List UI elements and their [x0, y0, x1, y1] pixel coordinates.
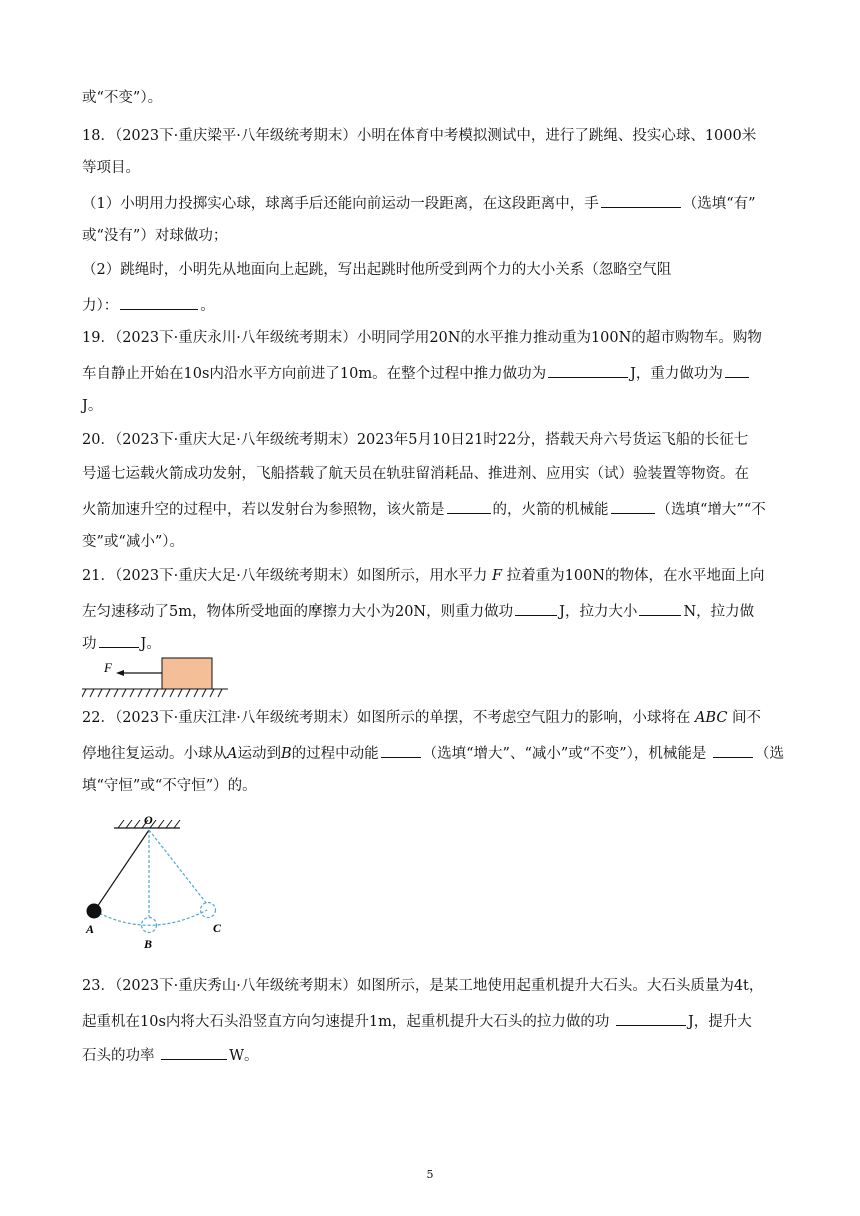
ball-A: [87, 904, 102, 919]
q21-line3: [82, 632, 778, 654]
string: [95, 830, 149, 910]
label-A: A: [86, 922, 95, 936]
answer-blank[interactable]: [515, 600, 557, 616]
q23-line1: [82, 976, 778, 996]
q19-line1: [82, 328, 778, 348]
text: J，重力做功为: [630, 366, 723, 382]
q18-sub2: [82, 260, 778, 280]
text: 运动到: [237, 746, 281, 762]
text: （选填“增大”“不: [656, 502, 766, 518]
text: 间不: [732, 710, 762, 726]
answer-blank[interactable]: [601, 192, 681, 208]
text: 号遥七运载火箭成功发射，飞船搭载了航天员在轨驻留消耗品、推进剂、应用实（试）验装置等物资。在: [82, 466, 749, 482]
q18-line2: [82, 158, 778, 178]
answer-blank[interactable]: [548, 362, 628, 378]
text: 。: [200, 298, 215, 314]
text: （选填“增大”、“减小”或“不变”），机械能是: [422, 746, 707, 762]
text: 填“守恒”或“不守恒”）的。: [82, 778, 257, 794]
text: N，拉力做: [683, 604, 755, 620]
answer-blank[interactable]: [161, 1044, 227, 1060]
text: 力）：: [82, 298, 119, 314]
q17-tail: [82, 88, 778, 108]
q20-line4: [82, 532, 778, 552]
q18-sub1: [82, 192, 778, 214]
label-B: B: [144, 937, 153, 951]
q22-line2: [82, 742, 784, 764]
q20-line3: [82, 498, 778, 520]
q23-line3: [82, 1044, 778, 1066]
answer-blank[interactable]: [447, 498, 491, 514]
text: 的过程中动能: [291, 746, 379, 762]
arrow-head: [116, 670, 124, 676]
answer-blank[interactable]: [120, 294, 198, 310]
dashed-string-C: [149, 830, 207, 904]
text: 左匀速移动了5m，物体所受地面的摩擦力大小为20N，则重力做功: [82, 604, 514, 620]
q20-line1: [82, 430, 778, 450]
q22-pendulum-figure: [82, 808, 242, 958]
text: 变”或“减小”）。: [82, 534, 184, 550]
block: [162, 658, 212, 689]
text: 或“不变”）。: [82, 90, 163, 106]
q22-line1: [82, 708, 778, 728]
text: 石头的功率: [82, 1048, 155, 1064]
text: 23．（2023下·重庆秀山·八年级统考期末）如图所示，是某工地使用起重机提升大石头。大石头质量为4t，: [82, 978, 764, 994]
q20-line2: [82, 464, 778, 484]
symbol-ABC: ABC: [694, 710, 728, 726]
answer-blank[interactable]: [713, 742, 753, 758]
text: 火箭加速升空的过程中，若以发射台为参照物，该火箭是: [82, 502, 445, 518]
answer-blank[interactable]: [99, 632, 139, 648]
q21-line1: [82, 566, 778, 586]
text: J，提升大: [687, 1014, 752, 1030]
text: J。: [140, 636, 161, 652]
text: J。: [82, 398, 103, 414]
text: 18．（2023下·重庆梁平·八年级统考期末）小明在体育中考模拟测试中，进行了跳绳、投实心球、1000米: [82, 128, 757, 144]
q19-line2: [82, 362, 778, 384]
answer-blank[interactable]: [639, 600, 681, 616]
answer-blank[interactable]: [725, 362, 749, 378]
q21-figure: [82, 656, 232, 702]
text: 拉着重为100N的物体，在水平地面上向: [506, 568, 765, 584]
text: 等项目。: [82, 160, 140, 176]
symbol-F: F: [491, 568, 502, 584]
text: 停地往复运动。小球从: [82, 746, 227, 762]
answer-blank[interactable]: [611, 498, 655, 514]
q23-line2: [82, 1010, 778, 1032]
q18-line1: [82, 126, 778, 146]
label-C: C: [213, 921, 222, 935]
text: 起重机在10s内将大石头沿竖直方向匀速提升1m，起重机提升大石头的拉力做的功: [82, 1014, 610, 1030]
text: 或“没有”）对球做功；: [82, 228, 228, 244]
q22-line3: [82, 776, 778, 796]
q21-line2: [82, 600, 778, 622]
text: （1）小明用力投掷实心球，球离手后还能向前运动一段距离，在这段距离中，手: [82, 196, 599, 212]
text: 22．（2023下·重庆江津·八年级统考期末）如图所示的单摆，不考虑空气阻力的影响，小球将在: [82, 710, 691, 726]
answer-blank[interactable]: [616, 1010, 686, 1026]
symbol-B: B: [280, 746, 292, 762]
text: 功: [82, 636, 97, 652]
q18-sub1-cont: [82, 226, 778, 246]
ground-hatch: [82, 689, 228, 697]
text: 20．（2023下·重庆大足·八年级统考期末）2023年5月10日21时22分，搭载天舟六号货运飞船的长征七: [82, 432, 749, 448]
symbol-A: A: [227, 746, 238, 762]
label-O: O: [144, 813, 153, 827]
text: 的，火箭的机械能: [492, 502, 609, 518]
text: （选: [754, 746, 784, 762]
q19-line3: [82, 396, 778, 416]
text: W。: [229, 1048, 259, 1064]
page-number: 5: [426, 1168, 434, 1181]
answer-blank[interactable]: [381, 742, 421, 758]
text: （2）跳绳时，小明先从地面向上起跳，写出起跳时他所受到两个力的大小关系（忽略空气阻: [82, 262, 672, 278]
ball-C: [201, 903, 216, 918]
text: （选填“有”: [682, 196, 756, 212]
q18-sub2-cont: [82, 294, 778, 316]
text: J，拉力大小: [559, 604, 638, 620]
force-label: F: [104, 660, 112, 675]
text: 21．（2023下·重庆大足·八年级统考期末）如图所示，用水平力: [82, 568, 488, 584]
text: 19．（2023下·重庆永川·八年级统考期末）小明同学用20N的水平推力推动重为100N的超市购物车。购物: [82, 330, 762, 346]
text: 车自静止开始在10s内沿水平方向前进了10m。在整个过程中推力做功为: [82, 366, 547, 382]
